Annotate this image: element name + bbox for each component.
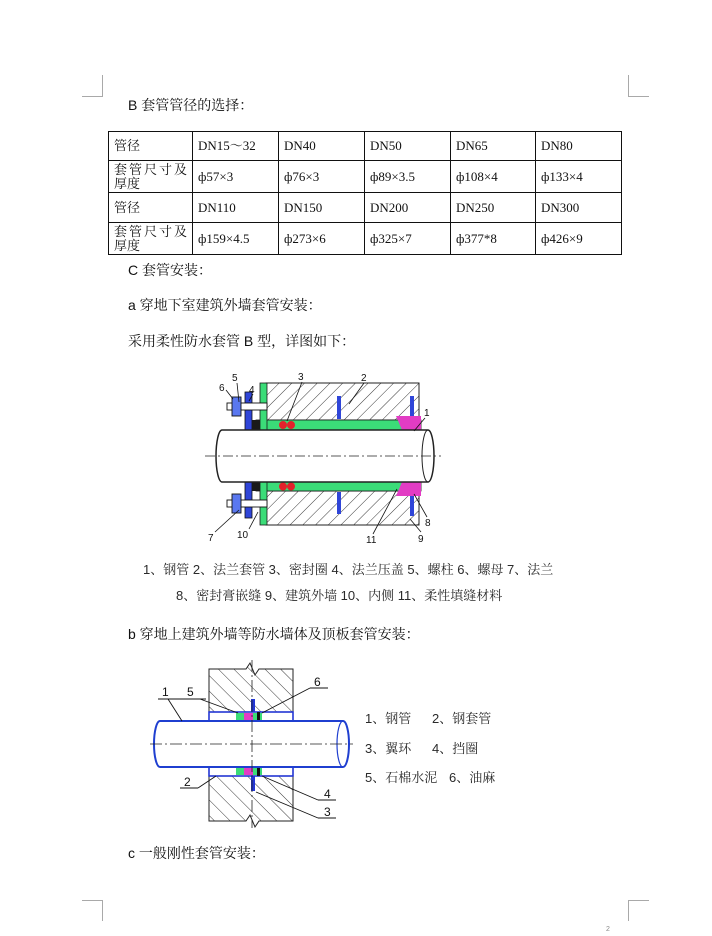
table-row — [109, 223, 622, 255]
figure2-legend-item: 1、钢管 — [365, 711, 412, 726]
crop-mark-top-right-v — [628, 75, 629, 97]
table-cell: ф57×3 — [193, 161, 279, 193]
fig2-label-4: 4 — [324, 787, 331, 801]
subsection-b-heading: b 穿地上建筑外墙等防水墙体及顶板套管安装： — [128, 626, 420, 642]
crop-mark-bottom-left-v — [102, 900, 103, 921]
section-c-heading: C 套管安装： — [128, 262, 212, 278]
table-cell: DN110 — [193, 193, 279, 223]
table-cell: DN250 — [451, 193, 536, 223]
gland-inner-bottom — [252, 482, 260, 491]
sleeve-size-table — [108, 131, 622, 255]
table-cell: DN200 — [365, 193, 451, 223]
table-cell: 套管尺寸及厚度 — [109, 161, 193, 193]
figure2-legend-item: 6、油麻 — [449, 770, 496, 785]
fig2-label-3: 3 — [324, 805, 331, 819]
table-cell: DN65 — [451, 132, 536, 161]
fig2-label-2: 2 — [184, 775, 191, 789]
fig1-label-10: 10 — [237, 530, 249, 541]
leader-1 — [168, 699, 182, 721]
fig1-label-7: 7 — [208, 533, 214, 544]
figure2-legend-item: 2、钢套管 — [432, 711, 492, 726]
fig1-label-6: 6 — [219, 383, 225, 394]
table-cell: ф108×4 — [451, 161, 536, 193]
fig1-label-2: 2 — [361, 373, 367, 384]
table-cell: DN50 — [365, 132, 451, 161]
crop-mark-bottom-left-h — [82, 900, 103, 901]
fig1-label-8: 8 — [425, 518, 431, 529]
table-cell: ф325×7 — [365, 223, 451, 255]
figure2-legend-item: 4、挡圈 — [432, 741, 479, 756]
gland-inner-top — [252, 420, 260, 430]
table-cell: 管径 — [109, 193, 193, 223]
fig1-label-1: 1 — [424, 408, 430, 419]
table-cell: ф89×3.5 — [365, 161, 451, 193]
subsection-c-heading: c 一般刚性套管安装： — [128, 845, 265, 861]
leader-7 — [215, 510, 239, 532]
table-cell: DN80 — [536, 132, 622, 161]
page-number: 2 — [606, 926, 610, 933]
subsection-a-text: 采用柔性防水套管 B 型，详图如下： — [128, 333, 356, 349]
fig2-label-5: 5 — [187, 685, 194, 699]
table-row — [109, 161, 622, 193]
table-cell: ф159×4.5 — [193, 223, 279, 255]
table-row — [109, 193, 622, 223]
fig2-label-6: 6 — [314, 675, 321, 689]
fig1-label-9: 9 — [418, 534, 424, 545]
wall-top — [266, 383, 419, 420]
figure2-legend-item: 5、石棉水泥 — [365, 770, 438, 785]
table-cell: DN300 — [536, 193, 622, 223]
crop-mark-bottom-right-v — [628, 900, 629, 921]
table-cell: ф133×4 — [536, 161, 622, 193]
rigid-waterproof-sleeve-diagram — [148, 658, 356, 830]
table-cell: DN40 — [279, 132, 365, 161]
wall-bottom — [266, 491, 419, 525]
crop-mark-top-left-v — [102, 75, 103, 97]
nut-top — [232, 397, 241, 416]
fig2-label-1: 1 — [162, 685, 169, 699]
table-cell: ф377*8 — [451, 223, 536, 255]
wall-mark-top-1 — [337, 396, 341, 419]
wall-mark-bottom-1 — [337, 492, 341, 514]
seal-ring-dot — [279, 421, 287, 429]
nut-bottom — [232, 494, 241, 513]
crop-mark-top-right-h — [628, 96, 649, 97]
table-cell: ф273×6 — [279, 223, 365, 255]
crop-mark-top-left-h — [82, 96, 103, 97]
table-cell: DN15～32 — [193, 132, 279, 161]
table-cell: 套管尺寸及厚度 — [109, 223, 193, 255]
table-cell: ф426×9 — [536, 223, 622, 255]
seal-ring-dot — [279, 483, 287, 491]
figure2-legend-item: 3、翼环 — [365, 741, 412, 756]
wall-mark-top-2 — [410, 396, 414, 416]
fig1-label-4: 4 — [249, 385, 255, 396]
retaining-ring-bottom — [257, 767, 260, 776]
table-row — [109, 132, 622, 161]
retaining-ring-top — [257, 712, 260, 721]
seal-ring-dot — [287, 421, 295, 429]
figure1-caption-line1: 1、钢管 2、法兰套管 3、密封圈 4、法兰压盖 5、螺柱 6、螺母 7、法兰 — [143, 562, 554, 577]
subsection-a-heading: a 穿地下室建筑外墙套管安装： — [128, 297, 322, 313]
leader-6 — [226, 390, 233, 399]
fig1-label-5: 5 — [232, 373, 238, 384]
figure1-caption-line2: 8、密封膏嵌缝 9、建筑外墙 10、内侧 11、柔性填缝材料 — [176, 588, 503, 603]
table-cell: 管径 — [109, 132, 193, 161]
flexible-waterproof-sleeve-diagram — [195, 365, 445, 550]
seal-ring-dot — [287, 483, 295, 491]
table-cell: ф76×3 — [279, 161, 365, 193]
table-cell: DN150 — [279, 193, 365, 223]
section-b-heading: B 套管管径的选择： — [128, 97, 254, 113]
fig1-label-11: 11 — [366, 535, 377, 546]
fig1-label-3: 3 — [298, 372, 304, 383]
crop-mark-bottom-right-h — [628, 900, 649, 901]
wall-mark-bottom-2 — [410, 496, 414, 516]
